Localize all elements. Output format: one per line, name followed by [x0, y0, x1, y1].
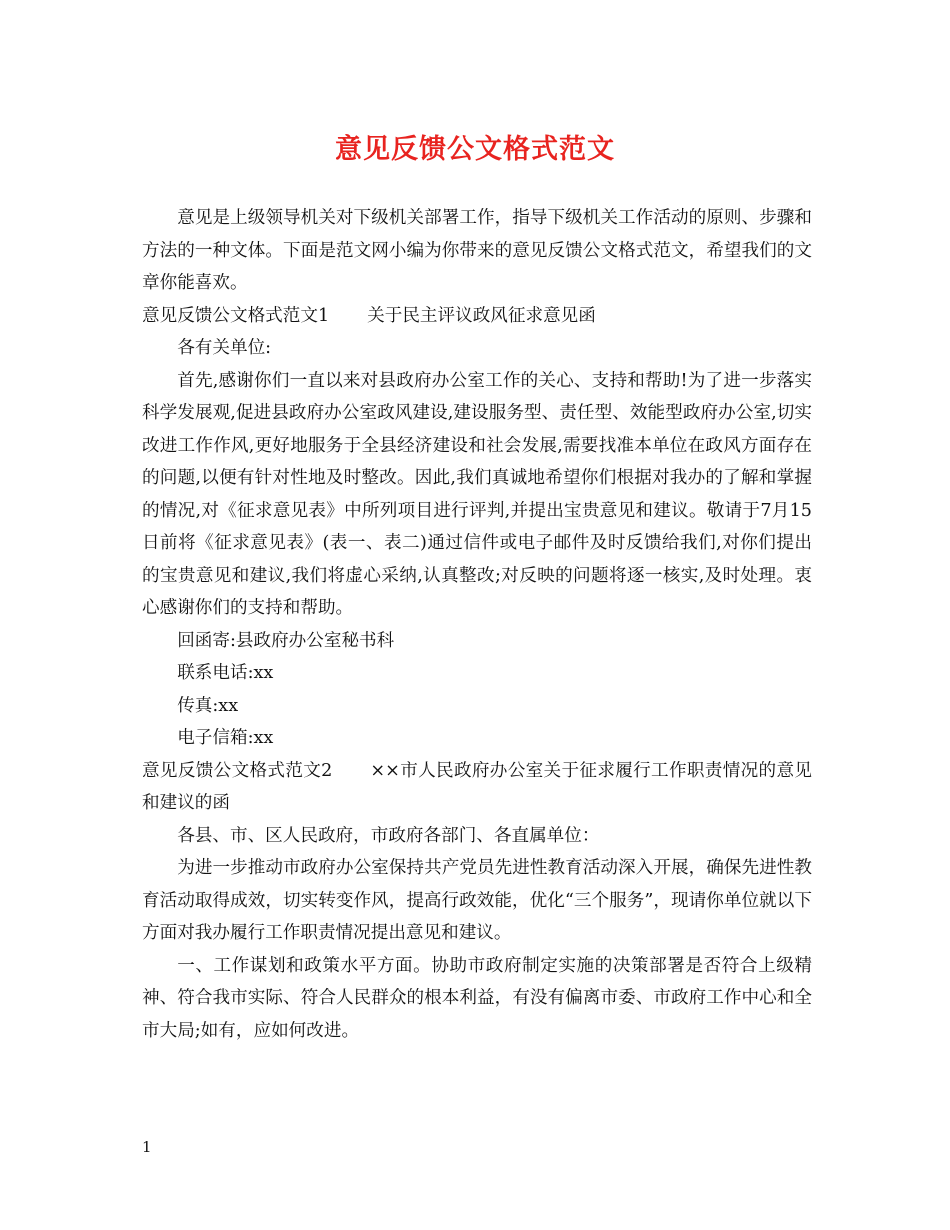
sample1-heading: 关于民主评议政风征求意见函 [367, 305, 596, 326]
sample1-body: 首先,感谢你们一直以来对县政府办公室工作的关心、支持和帮助!为了进一步落实科学发展观,促进县政府办公室政风建设,建设服务型、责任型、效能型政府办公室,切实改进工作作风,更好地服务于全县经济建设和社会发展,需要找准本单位在政风方面存在的问题,以便有针对性地及时整改。因此,我们真诚地希望你们根据对我办的了解和掌握的情况,对《征求意见表》中所列项目进行评判,并提出宝贵意见和建议。敬请于7月15日前将《征求意见表》(表一、表二)通过信件或电子邮件及时反馈给我们,对你们提出的宝贵意见和建议,我们将虚心采纳,认真整改;对反映的问题将逐一核实,及时处理。衷心感谢你们的支持和帮助。 [142, 370, 812, 618]
page-number: 1 [142, 1138, 152, 1156]
sample2-paragraph-2: 一、工作谋划和政策水平方面。协助市政府制定实施的决策部署是否符合上级精神、符合我市实际、符合人民群众的根本利益，有没有偏离市委、市政府工作中心和全市大局;如有，应如何改进。 [142, 955, 812, 1041]
document-title: 意见反馈公文格式范文 [335, 134, 615, 165]
sample2-heading-line [142, 755, 812, 820]
sample1-phone: 联系电话:xx [177, 663, 274, 683]
sample2-salutation: 各县、市、区人民政府，市政府各部门、各直属单位： [177, 825, 600, 846]
sample1-label: 意见反馈公文格式范文1 [142, 305, 330, 326]
sample1-email: 电子信箱:xx [177, 728, 274, 748]
sample1-reply-to: 回函寄:县政府办公室秘书科 [177, 630, 395, 651]
sample2-label: 意见反馈公文格式范文2 [142, 760, 333, 781]
sample2-paragraph-1: 为进一步推动市政府办公室保持共产党员先进性教育活动深入开展，确保先进性教育活动取得成效，切实转变作风，提高行政效能，优化“三个服务”，现请你单位就以下方面对我办履行工作职责情况提出意见和建议。 [142, 858, 812, 943]
document-body [142, 202, 812, 1047]
sample1-heading-line [142, 300, 812, 333]
sample2-heading: ××市人民政府办公室关于征求履行工作职责情况的意见和建议的函 [142, 760, 812, 813]
sample1-salutation: 各有关单位: [177, 338, 272, 358]
intro-paragraph: 意见是上级领导机关对下级机关部署工作，指导下级机关工作活动的原则、步骤和方法的一种文体。下面是范文网小编为你带来的意见反馈公文格式范文，希望我们的文章你能喜欢。 [142, 208, 812, 293]
sample1-fax: 传真:xx [177, 695, 239, 716]
